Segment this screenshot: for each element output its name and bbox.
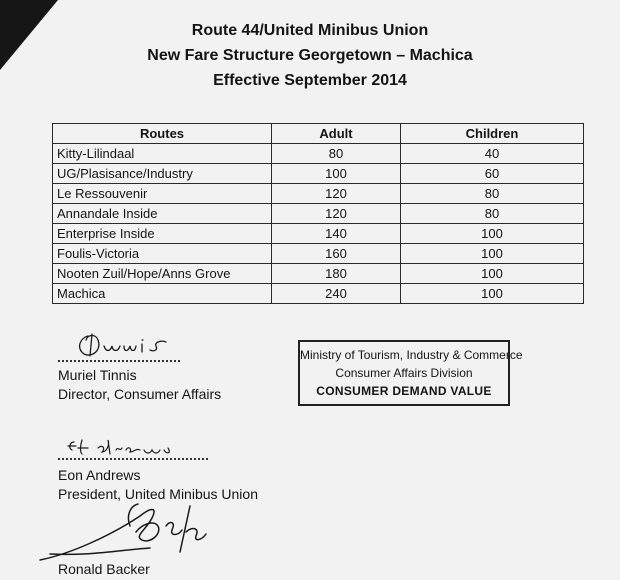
- document-title: [0, 18, 620, 93]
- handwritten-signature: [30, 496, 250, 566]
- header-routes: Routes: [53, 124, 272, 144]
- signature-line: [58, 458, 208, 460]
- header-adult: Adult: [272, 124, 401, 144]
- route-cell: Nooten Zuil/Hope/Anns Grove: [53, 264, 272, 284]
- route-cell: Machica: [53, 284, 272, 304]
- route-cell: UG/Plasisance/Industry: [53, 164, 272, 184]
- signature-block-director: [58, 330, 221, 404]
- adult-fare-cell: 120: [272, 204, 401, 224]
- children-fare-cell: 100: [401, 264, 584, 284]
- header-children: Children: [401, 124, 584, 144]
- children-fare-cell: 100: [401, 224, 584, 244]
- route-cell: Kitty-Lilindaal: [53, 144, 272, 164]
- table-row: [53, 204, 584, 224]
- title-line-fare-structure: New Fare Structure Georgetown – Machica: [147, 47, 473, 64]
- signature-block-president: [58, 436, 258, 504]
- stamp-ministry-line: Ministry of Tourism, Industry & Commerce: [300, 348, 523, 362]
- route-cell: Le Ressouvenir: [53, 184, 272, 204]
- route-cell: Annandale Inside: [53, 204, 272, 224]
- table-row: [53, 284, 584, 304]
- stamp-value-line: CONSUMER DEMAND VALUE: [316, 384, 492, 398]
- children-fare-cell: 100: [401, 244, 584, 264]
- adult-fare-cell: 120: [272, 184, 401, 204]
- signatory-name: Muriel Tinnis: [58, 367, 137, 383]
- children-fare-cell: 60: [401, 164, 584, 184]
- title-line-union: Route 44/United Minibus Union: [191, 22, 429, 39]
- table-row: [53, 144, 584, 164]
- table-header-row: [53, 124, 584, 144]
- signature-line: [58, 360, 180, 362]
- stamp-division-line: Consumer Affairs Division: [335, 366, 473, 380]
- fare-table: [52, 123, 584, 304]
- signatory-name: Eon Andrews: [58, 467, 141, 483]
- adult-fare-cell: 80: [272, 144, 401, 164]
- handwritten-signature: [58, 436, 228, 458]
- children-fare-cell: 80: [401, 204, 584, 224]
- signatory-title: Director, Consumer Affairs: [58, 386, 222, 402]
- handwritten-signature: [58, 330, 198, 360]
- table-row: [53, 184, 584, 204]
- route-cell: Enterprise Inside: [53, 224, 272, 244]
- adult-fare-cell: 240: [272, 284, 401, 304]
- adult-fare-cell: 180: [272, 264, 401, 284]
- adult-fare-cell: 160: [272, 244, 401, 264]
- children-fare-cell: 100: [401, 284, 584, 304]
- adult-fare-cell: 140: [272, 224, 401, 244]
- table-row: [53, 224, 584, 244]
- children-fare-cell: 80: [401, 184, 584, 204]
- signature-block-backer: [30, 496, 250, 579]
- table-row: [53, 244, 584, 264]
- adult-fare-cell: 100: [272, 164, 401, 184]
- signatory-name: Ronald Backer: [58, 561, 150, 577]
- ministry-stamp: [298, 340, 523, 406]
- route-cell: Foulis-Victoria: [53, 244, 272, 264]
- title-line-effective-date: Effective September 2014: [213, 72, 407, 89]
- children-fare-cell: 40: [401, 144, 584, 164]
- signatory-title: President, United Minibus Union: [58, 486, 258, 502]
- table-row: [53, 264, 584, 284]
- table-row: [53, 164, 584, 184]
